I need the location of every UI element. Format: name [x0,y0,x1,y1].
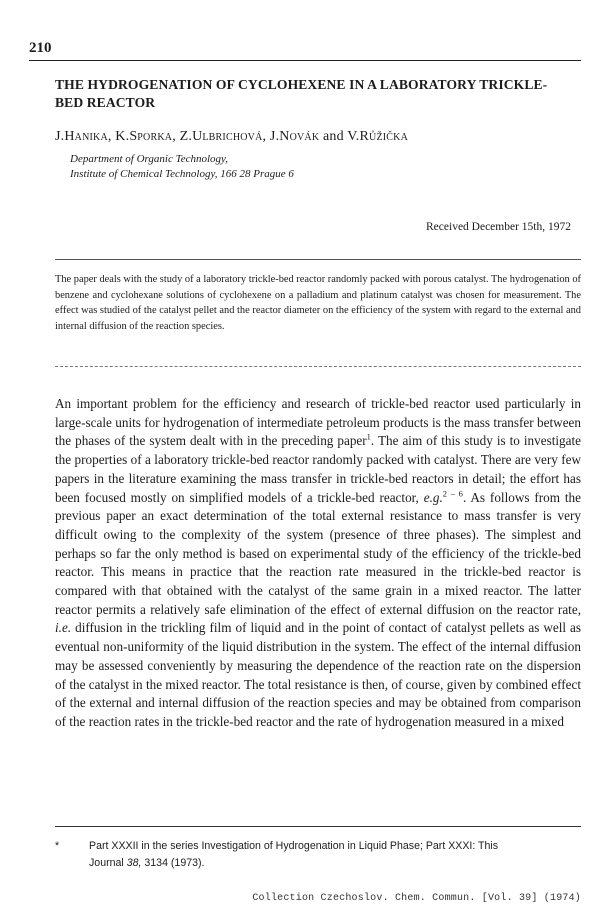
abstract: The paper deals with the study of a laboratory trickle-bed reactor randomly packed with porous catalyst. The hydrogenation of benzene and cyclohexane solutions of cyclohexene on a palladium and platinum catalyst was chosen for measurement. The effect was studied of the catalyst pellet and the reactor diameter on the efficiency of the system with regard to the external and internal diffusion of the reaction species. [55,274,581,332]
author-initial: J. [269,129,280,144]
author-conjunction: and [322,129,344,144]
footnote-pages: 3134 (1973). [144,857,205,869]
footnote-journal: Journal [89,857,124,869]
footnote-mark: * [55,840,60,852]
abbrev-ie: i.e. [55,620,72,636]
affiliation-department: Department of Organic Technology, [70,153,229,165]
body-paragraph [55,395,581,732]
author-name: Hanika [64,129,108,144]
author-initial: J. [55,129,65,144]
footnote [55,838,581,872]
body-text-1: An important problem for the efficiency and research of trickle-bed reactor used particularly in large-scale units for hydrogenation of intermediate petroleum products is the mass transfer between the phases of the system dealt with in the preceding paper [55,396,581,449]
body-text-2: . The aim of this study is to investigate the properties of a laboratory trickle-bed reactor randomly packed with catalyst. There are very few papers in the literature examining the mass transfer in trickle-bed reactors in detail; the effort has been focused mostly on simplified models of a trickle-bed reactor, [55,433,581,505]
journal-reference: Collection Czechoslov. Chem. Commun. [Vol. 39] (1974) [252,893,581,904]
abstract-bottom-rule [55,366,581,367]
author-name: Ulbrichová [192,129,263,144]
author-initial: K. [115,129,130,144]
citation-ref: 2 – 6 [442,488,463,499]
abstract-top-rule [55,259,581,260]
page-number: 210 [29,40,52,56]
footnote-text: Part XXXII in the series Investigation of Hydrogenation in Liquid Phase; Part XXXI: This [89,840,499,852]
author-name: Novák [279,129,320,144]
body-text-3: . As follows from the previous paper an exact determination of the total external resistance to mass transfer is very difficult owing to the complexity of the system (presence of three phases). The simplest and perhaps so far the only method is based on experimental study of the efficiency of the trickle-bed reactor. This means in practice that the reaction rate measured in the trickle-bed reactor is compared with that obtained with the catalyst of the same grain in a mixed reactor. The latter reactor permits a relatively safe elimination of the effect of external diffusion on the reactor rate, [55,489,581,617]
author-initial: V. [347,129,360,144]
received-date: Received December 15th, 1972 [426,221,571,233]
author-name: Růžička [359,129,408,144]
citation-ref: 1 [366,432,371,443]
author-list: J.Hanika, K.Sporka, Z.Ulbrichová, J.Novák and V.Růžička [55,129,408,144]
article-title: THE HYDROGENATION OF CYCLOHEXENE IN A LABORATORY TRICKLE-BED REACTOR [55,77,548,110]
author-name: Sporka [129,129,173,144]
footnote-volume: 38, [126,857,142,869]
footnote-rule [55,826,581,827]
body-text-4: diffusion in the trickling film of liquid and in the point of contact of catalyst pellets as well as eventual non-uniformity of the liquid distribution in the system. The effect of the internal diffusion may be assessed conveniently by measuring the dependence of the reaction rate on the dispersion of the catalyst in the mixed reactor. The total resistance is then, of course, given by combined effect of the external and internal diffusion of the reaction species and may be obtained from comparison of the reaction rates in the trickle-bed reactor and the rate of hydrogenation measured in a mixed [55,620,582,729]
affiliation-institute: Institute of Chemical Technology, 166 28 Prague 6 [70,168,294,180]
author-initial: Z. [179,129,193,144]
abbrev-eg: e.g. [423,489,443,505]
header-rule [29,60,581,61]
